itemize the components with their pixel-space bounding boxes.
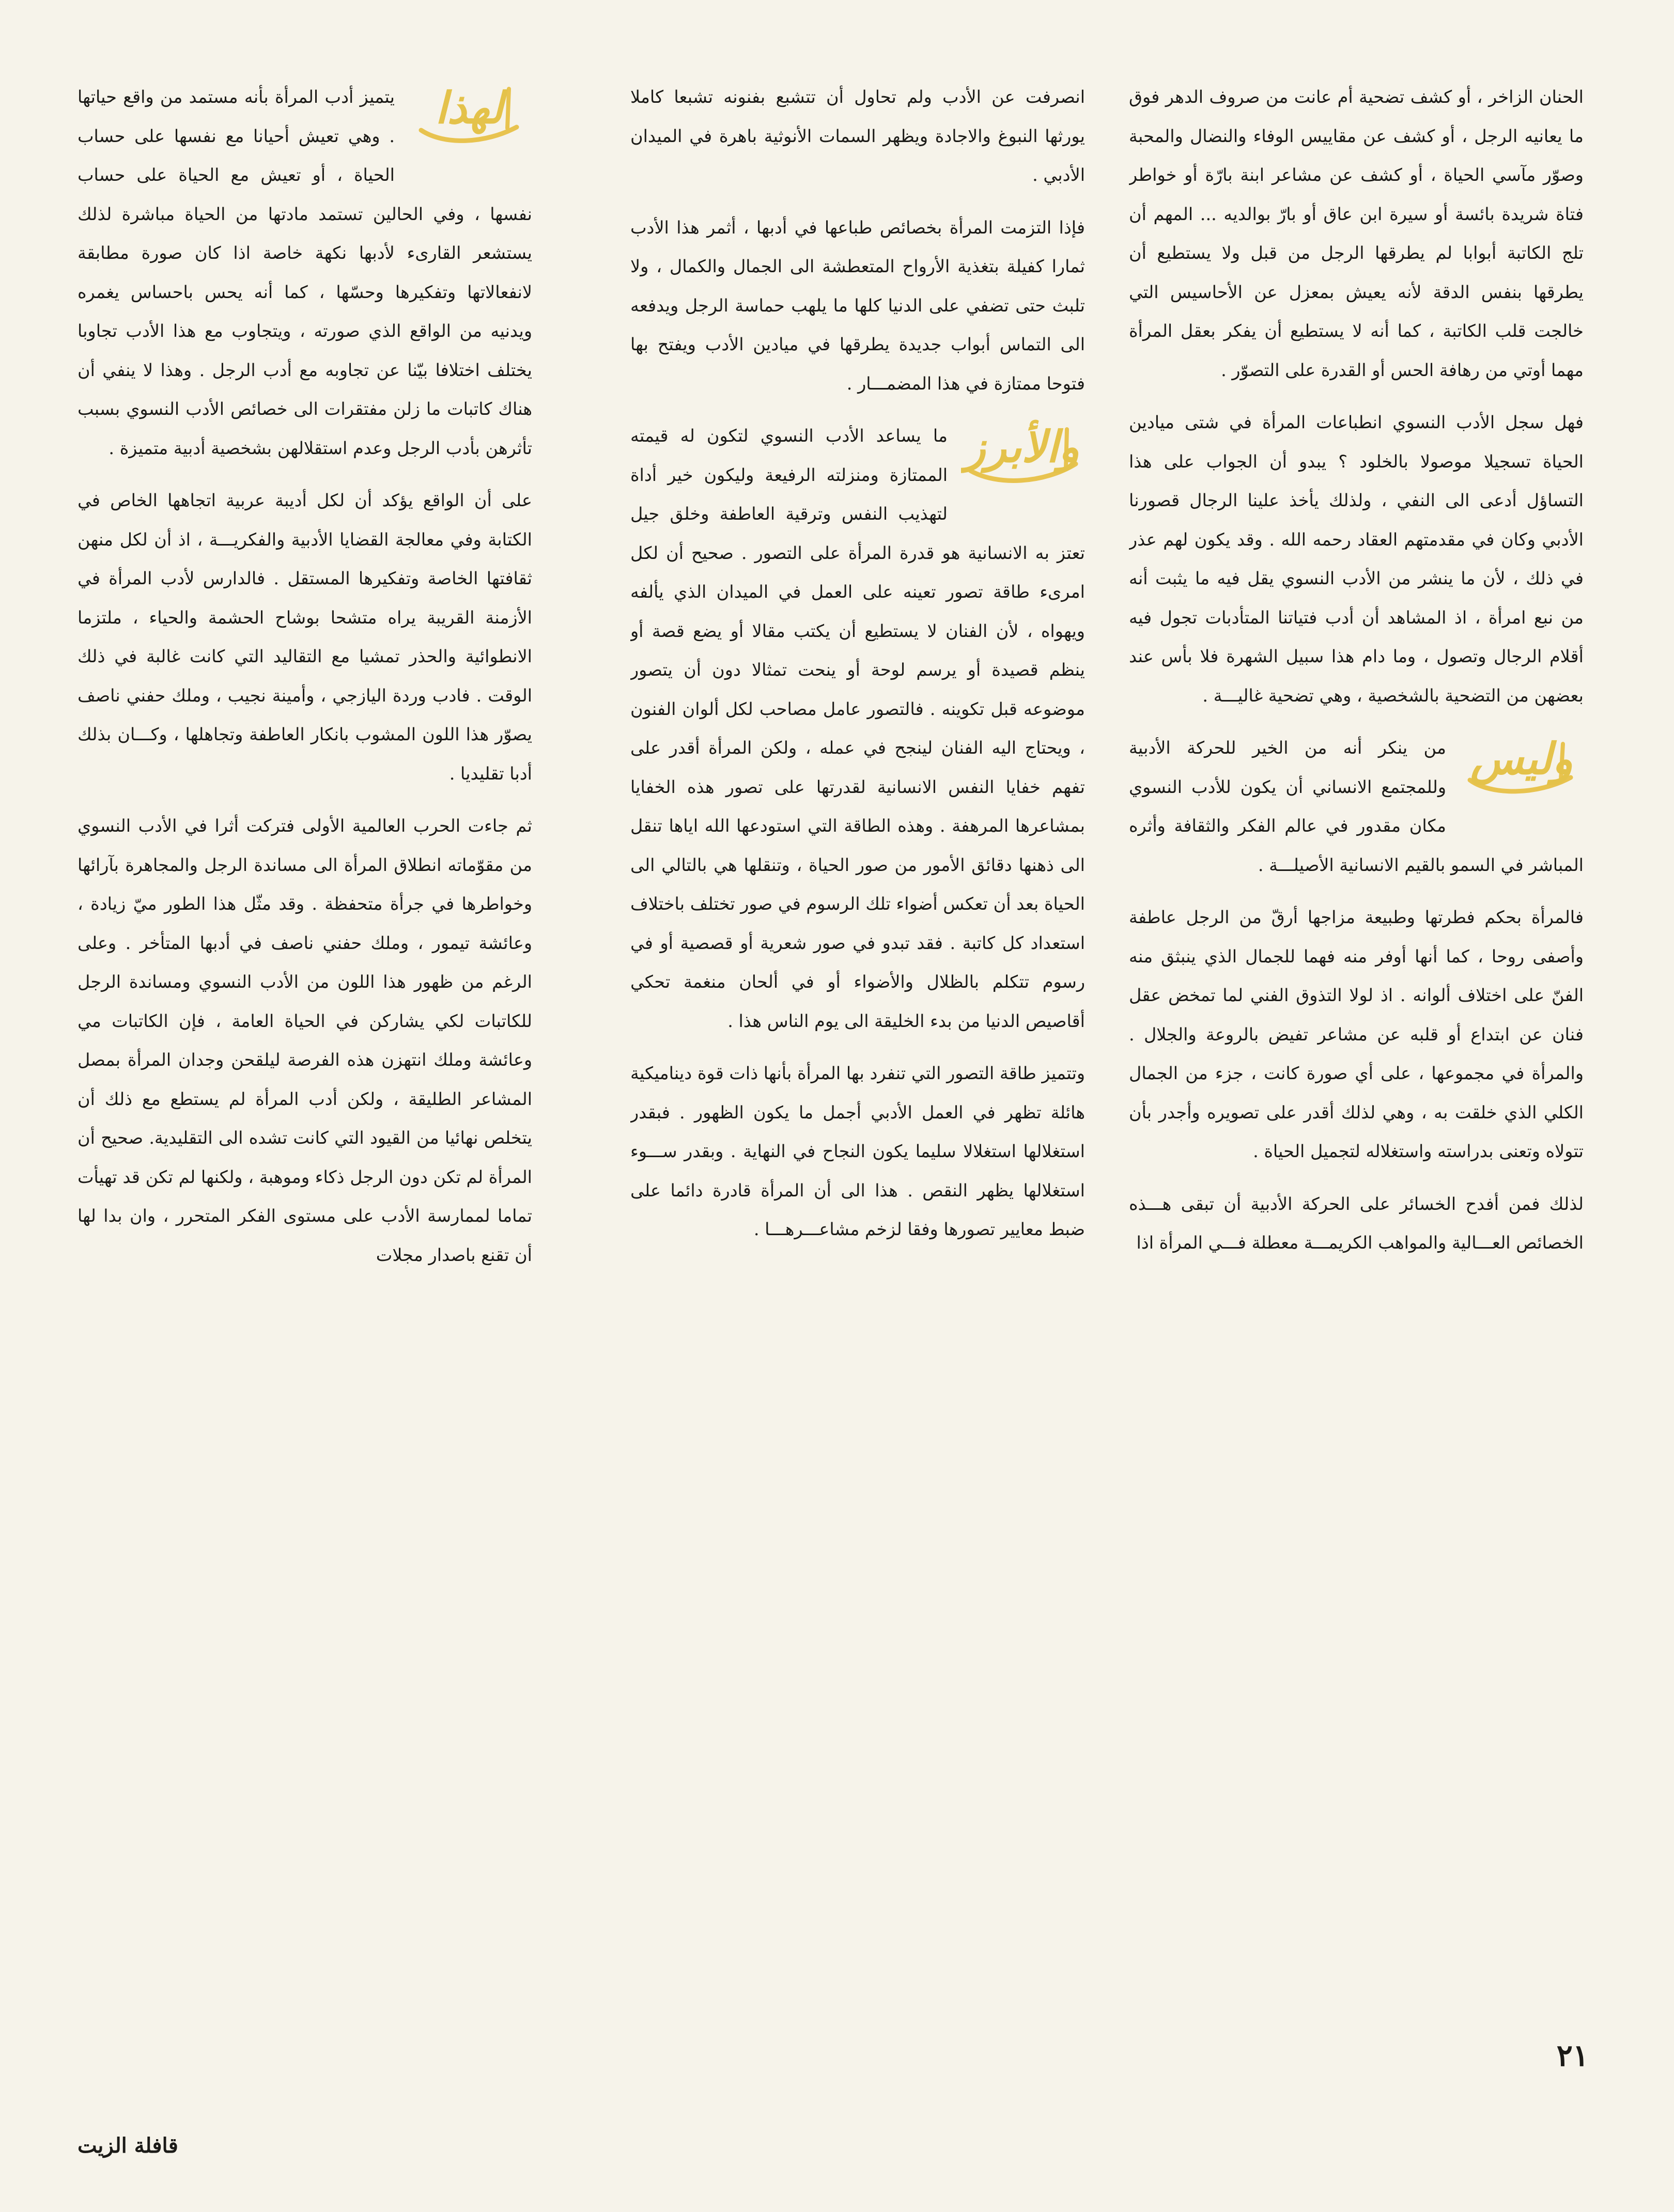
initial-word: وليس bbox=[1470, 733, 1573, 784]
page-number: ٢١ bbox=[1556, 2038, 1589, 2073]
calligraphic-initial-graphic bbox=[961, 416, 1085, 494]
paragraph-with-initial bbox=[630, 416, 1085, 1040]
paragraph: فالمرأة بحكم فطرتها وطبيعة مزاجها أرقّ من الرجل عاطفة وأصفى روحا ، كما أنها أوفر منه فهما للجمال الذي ينبثق منه الفنّ على اختلاف ألوانه . اذ لولا التذوق الفني لما تمخض عقل فنان عن ابتداع أو قلبه عن مشاعر تفيض بالروعة والجلال . والمرأة في مجموعها ، على أي صورة كانت ، جزء من الجمال الكلي الذي خلقت به ، وهي لذلك أقدر على تصويره وأجدر بأن تتولاه وتعنى بدراسته واستغلاله لتجميل الحياة . bbox=[1129, 907, 1584, 1161]
paragraph: فإذا التزمت المرأة بخصائص طباعها في أدبها ، أثمر هذا الأدب ثمارا كفيلة بتغذية الأرواح المتعطشة الى الجمال والكمال ، ولا تلبث حتى تضفي على الدنيا كلها ما يلهب حماسة الرجل ويدفعه الى التماس أبواب جديدة يطرقها في ميادين الأدب ويفتح بها فتوحا ممتازة في هذا المضمـــار . bbox=[630, 217, 1085, 394]
paragraph: انصرفت عن الأدب ولم تحاول أن تتشبع بفنونه تشبعا كاملا يورثها النبوغ والاجادة ويظهر السمات الأنوثية باهرة في الميدان الأدبي . bbox=[630, 87, 1085, 185]
paragraph-with-initial bbox=[78, 77, 532, 468]
paragraph: لذلك فمن أفدح الخسائر على الحركة الأدبية أن تبقى هـــذه الخصائص العـــالية والمواهب الكريمـــة معطلة فـــي المرأة اذا bbox=[1129, 1193, 1584, 1253]
article-column-middle bbox=[630, 77, 1085, 2066]
magazine-name: قافلة الزيت bbox=[78, 2133, 178, 2158]
paragraph-with-initial bbox=[1129, 728, 1584, 884]
initial-word: لهذا bbox=[435, 82, 503, 133]
calligraphic-initial bbox=[408, 77, 532, 155]
initial-word: والأبرز bbox=[964, 421, 1080, 472]
paragraph-text: يتميز أدب المرأة بأنه مستمد من واقع حياتها . وهي تعيش أحيانا مع نفسها على حساب الحياة ، أو تعيش مع الحياة على حساب نفسها ، وفي الحالين تستمد مادتها من الحياة مباشرة لذلك يستشعر القارىء لأدبها نكهة خاصة اذا كان صورة مطابقة لانفعالاتها وتفكيرها وحسّها ، كما أنه يحس باحساس يغمره ويدنيه من الواقع الذي صورته ، ويتجاوب مع هذا الأدب تجاوبا يختلف اختلافا بيّنا عن تجاوبه مع أدب الرجل . وهذا لا ينفي أن هناك كاتبات ما زلن مفتقرات الى خصائص الأدب النسوي بسبب تأثرهن بأدب الرجل وعدم استقلالهن بشخصية أدبية متميزة . bbox=[78, 87, 532, 458]
article-column-right bbox=[1129, 77, 1584, 2066]
calligraphic-initial bbox=[1460, 728, 1584, 806]
paragraph: ثم جاءت الحرب العالمية الأولى فتركت أثرا في الأدب النسوي من مقوّماته انطلاق المرأة الى مساندة الرجل والمجاهرة بآرائها وخواطرها في جرأة متحفظة . وقد مثّل هذا الطور ميّ زيادة ، وعائشة تيمور ، وملك حفني ناصف في أدبها المتأخر . وعلى الرغم من ظهور هذا اللون من الأدب النسوي ومساندة الرجل للكاتبات لكي يشاركن في الحياة العامة ، فإن الكاتبات مي وعائشة وملك انتهزن هذه الفرصة ليلقحن وجدان المرأة بمصل المشاعر الطليقة ، ولكن أدب المرأة لم يستطع مع ذلك أن يتخلص نهائيا من القيود التي كانت تشده الى التقليدية. صحيح أن المرأة لم تكن دون الرجل ذكاء وموهبة ، ولكنها لم تكن قد تهيأت تماما لممارسة الأدب على مستوى الفكر المتحرر ، وان بدا لها أن تقنع باصدار مجلات bbox=[78, 816, 532, 1265]
paragraph: وتتميز طاقة التصور التي تنفرد بها المرأة بأنها ذات قوة ديناميكية هائلة تظهر في العمل الأدبي أجمل ما يكون الظهور . فبقدر استغلالها استغلالا سليما يكون النجاح في النهاية . وبقدر ســـوء استغلالها يظهر النقص . هذا الى أن المرأة قادرة دائما على ضبط معايير تصورها وفقا لزخم مشاعـــرهـــا . bbox=[630, 1063, 1085, 1239]
paragraph-text: من ينكر أنه من الخير للحركة الأدبية وللمجتمع الانساني أن يكون للأدب النسوي مكان مقدور في عالم الفكر والثقافة وأثره المباشر في السمو بالقيم الانسانية الأصيلـــة . bbox=[1129, 738, 1584, 875]
article-column-left bbox=[78, 77, 532, 2066]
paragraph: فهل سجل الأدب النسوي انطباعات المرأة في شتى ميادين الحياة تسجيلا موصولا بالخلود ؟ يبدو أن الجواب على هذا التساؤل أدعى الى النفي ، ولذلك يأخذ علينا الرجال قصورنا الأدبي وكان في مقدمتهم العقاد رحمه الله . وقد يكون لهم عذر في ذلك ، لأن ما ينشر من الأدب النسوي يقل فيه ما يثبت أنه من نبع امرأة ، اذ المشاهد أن أدب فتياتنا المتأدبات تجول فيه أقلام الرجال وتصول ، وما دام هذا سبيل الشهرة فلا بأس عند بعضهن من التضحية بالشخصية ، وهي تضحية غاليـــة . bbox=[1129, 412, 1584, 706]
paragraph-text: ما يساعد الأدب النسوي لتكون له قيمته الممتازة ومنزلته الرفيعة وليكون خير أداة لتهذيب النفس وترقية العاطفة وخلق جيل تعتز به الانسانية هو قدرة المرأة على التصور . صحيح أن لكل امرىء طاقة تصور تعينه على العمل في الميدان الذي يألفه ويهواه ، لأن الفنان لا يستطيع أن يكتب مقالا أو يضع قصة أو ينظم قصيدة أو يرسم لوحة أو ينحت تمثالا دون أن يتصور موضوعه قبل تكوينه . فالتصور عامل مصاحب لكل ألوان الفنون ، ويحتاج اليه الفنان لينجح في عمله ، ولكن المرأة أقدر على تفهم خفايا النفس الانسانية لقدرتها على تصور هذه الخفايا بمشاعرها المرهفة . وهذه الطاقة التي استودعها الله اياها تنقل الى ذهنها دقائق الأمور من صور الحياة ، وتنقلها هي بالتالي الى الحياة بعد أن تعكس أضواء تلك الرسوم في صور تختلف باختلاف استعداد كل كاتبة . فقد تبدو في صور شعرية أو قصصية أو في رسوم تتكلم بالظلال والأضواء أو في ألحان منغمة تحكي أقاصيص الدنيا من بدء الخليقة الى يوم الناس هذا . bbox=[630, 426, 1085, 1031]
calligraphic-initial-graphic bbox=[408, 77, 532, 155]
calligraphic-initial-graphic bbox=[1460, 728, 1584, 806]
paragraph: الحنان الزاخر ، أو كشف تضحية أم عانت من صروف الدهر فوق ما يعانيه الرجل ، أو كشف عن مقاييس الوفاء والنضال والمحبة وصوّر مآسي الحياة ، أو كشف عن مشاعر ابنة بارّة أو خواطر فتاة شريدة بائسة أو سيرة ابن عاق أو بارّ بوالديه ... المهم أن تلج الكاتبة أبوابا لم يطرقها الرجل من قبل ولا يستطيع أن يطرقها بنفس الدقة لأنه يعيش بمعزل عن الأحاسيس التي خالجت قلب الكاتبة ، كما أنه لا يستطيع أن يفكر بعقل المرأة مهما أوتي من رهافة الحس أو القدرة على التصوّر . bbox=[1129, 87, 1584, 380]
calligraphic-initial bbox=[961, 416, 1085, 494]
paragraph: على أن الواقع يؤكد أن لكل أديبة عربية اتجاهها الخاص في الكتابة وفي معالجة القضايا الأدبية والفكريـــة ، اذ أن لكل منهن ثقافتها الخاصة وتفكيرها المستقل . فالدارس لأدب المرأة في الأزمنة القريبة يراه متشحا بوشاح الحشمة والحياء ، ملتزما الانطوائية والحذر تمشيا مع التقاليد التي كانت غالبة في ذلك الوقت . فادب وردة اليازجي ، وأمينة نجيب ، وملك حفني ناصف يصوّر هذا اللون المشوب بانكار العاطفة وتجاهلها ، وكـــان بذلك أدبا تقليديا . bbox=[78, 490, 532, 784]
